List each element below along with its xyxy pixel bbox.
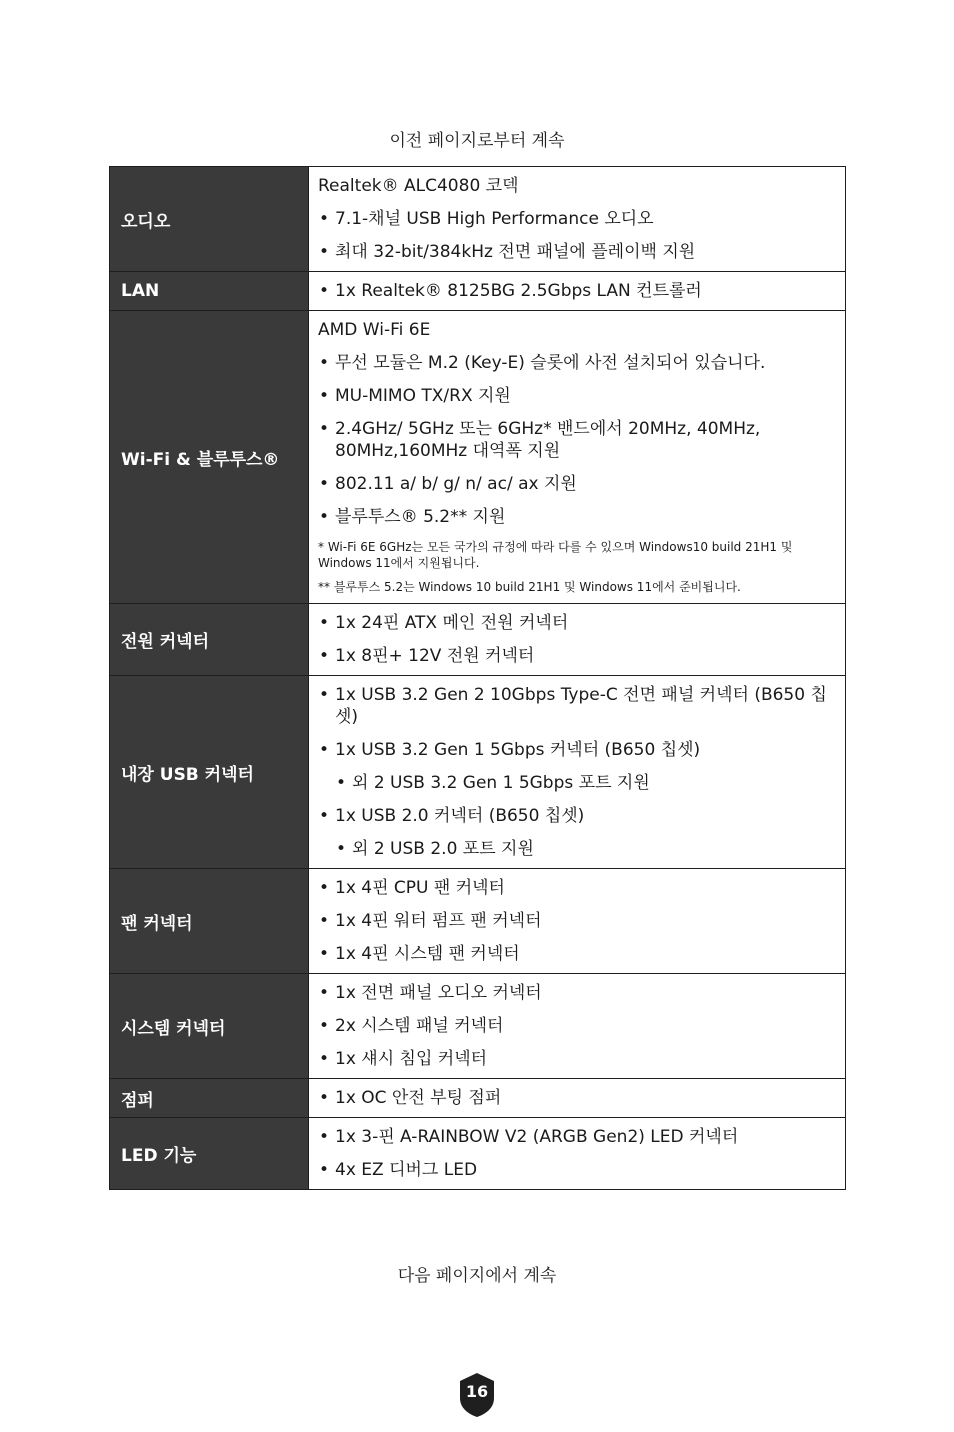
row-label: 전원 커넥터 [110,604,309,676]
page-number-badge [458,1372,496,1418]
table-row [110,1079,846,1118]
row-label: LED 기능 [110,1118,309,1190]
sub-list-item: • 외 2 USB 2.0 포트 지원 [335,838,836,860]
page-number: 16 [465,1382,489,1401]
list-item: • 802.11 a/ b/ g/ n/ ac/ ax 지원 [318,473,836,495]
list-item: • 1x 3-핀 A-RAINBOW V2 (ARGB Gen2) LED 커넥터 [318,1126,836,1148]
row-label: 오디오 [110,167,309,272]
row-content [309,1079,846,1118]
list-item: • 2.4GHz/ 5GHz 또는 6GHz* 밴드에서 20MHz, 40MHz, 80MHz,160MHz 대역폭 지원 [318,418,836,462]
list-item: • 1x USB 2.0 커넥터 (B650 칩셋) [318,805,836,827]
list-item: • 무선 모듈은 M.2 (Key-E) 슬롯에 사전 설치되어 있습니다. [318,352,836,374]
list-item: • 1x 4핀 워터 펌프 팬 커넥터 [318,910,836,932]
row-content [309,869,846,974]
list-item: • 2x 시스템 패널 커넥터 [318,1015,836,1037]
continued-next-page: 다음 페이지에서 계속 [397,1266,557,1286]
row-content [309,604,846,676]
list-item: • 1x 섀시 침입 커넥터 [318,1048,836,1070]
table-row [110,1118,846,1190]
table-row [110,311,846,604]
row-label: LAN [110,272,309,311]
footnote: ** 블루투스 5.2는 Windows 10 build 21H1 및 Windows 11에서 준비됩니다. [318,580,741,594]
list-item: • 블루투스® 5.2** 지원 [318,506,836,528]
list-item: • 최대 32-bit/384kHz 전면 패널에 플레이백 지원 [318,241,836,263]
list-item: • 1x OC 안전 부팅 점퍼 [318,1087,836,1109]
row-label: 팬 커넥터 [110,869,309,974]
list-item: • 1x 24핀 ATX 메인 전원 커넥터 [318,612,836,634]
row-label: 시스템 커넥터 [110,974,309,1079]
list-item: • 1x 4핀 CPU 팬 커넥터 [318,877,836,899]
row-content [309,1118,846,1190]
row-content [309,272,846,311]
list-item: • MU-MIMO TX/RX 지원 [318,385,836,407]
table-row [110,676,846,869]
table-row [110,869,846,974]
list-item: • 1x 8핀+ 12V 전원 커넥터 [318,645,836,667]
spec-table [109,166,846,1190]
spec-heading-line: AMD Wi-Fi 6E [318,320,431,340]
spec-heading-line: Realtek® ALC4080 코덱 [318,176,519,196]
row-label: Wi-Fi & 블루투스® [110,311,309,604]
list-item: • 1x 전면 패널 오디오 커넥터 [318,982,836,1004]
row-label: 내장 USB 커넥터 [110,676,309,869]
list-item: • 4x EZ 디버그 LED [318,1159,836,1181]
list-item: • 1x USB 3.2 Gen 2 10Gbps Type-C 전면 패널 커넥터 (B650 칩셋) [318,684,836,728]
sub-list-item: • 외 2 USB 3.2 Gen 1 5Gbps 포트 지원 [335,772,836,794]
row-content [309,311,846,604]
row-content [309,974,846,1079]
row-label: 점퍼 [110,1079,309,1118]
row-content [309,167,846,272]
continued-from-previous: 이전 페이지로부터 계속 [389,131,565,151]
spec-table-body [110,167,846,1190]
footnote: * Wi-Fi 6E 6GHz는 모든 국가의 규정에 따라 다를 수 있으며 Windows10 build 21H1 및 Windows 11에서 지원됩니다. [318,540,793,570]
list-item: • 7.1-채널 USB High Performance 오디오 [318,208,836,230]
table-row [110,604,846,676]
list-item: • 1x Realtek® 8125BG 2.5Gbps LAN 컨트롤러 [318,280,836,302]
table-row [110,167,846,272]
table-row [110,974,846,1079]
row-content [309,676,846,869]
table-row [110,272,846,311]
list-item: • 1x 4핀 시스템 팬 커넥터 [318,943,836,965]
list-item: • 1x USB 3.2 Gen 1 5Gbps 커넥터 (B650 칩셋) [318,739,836,761]
